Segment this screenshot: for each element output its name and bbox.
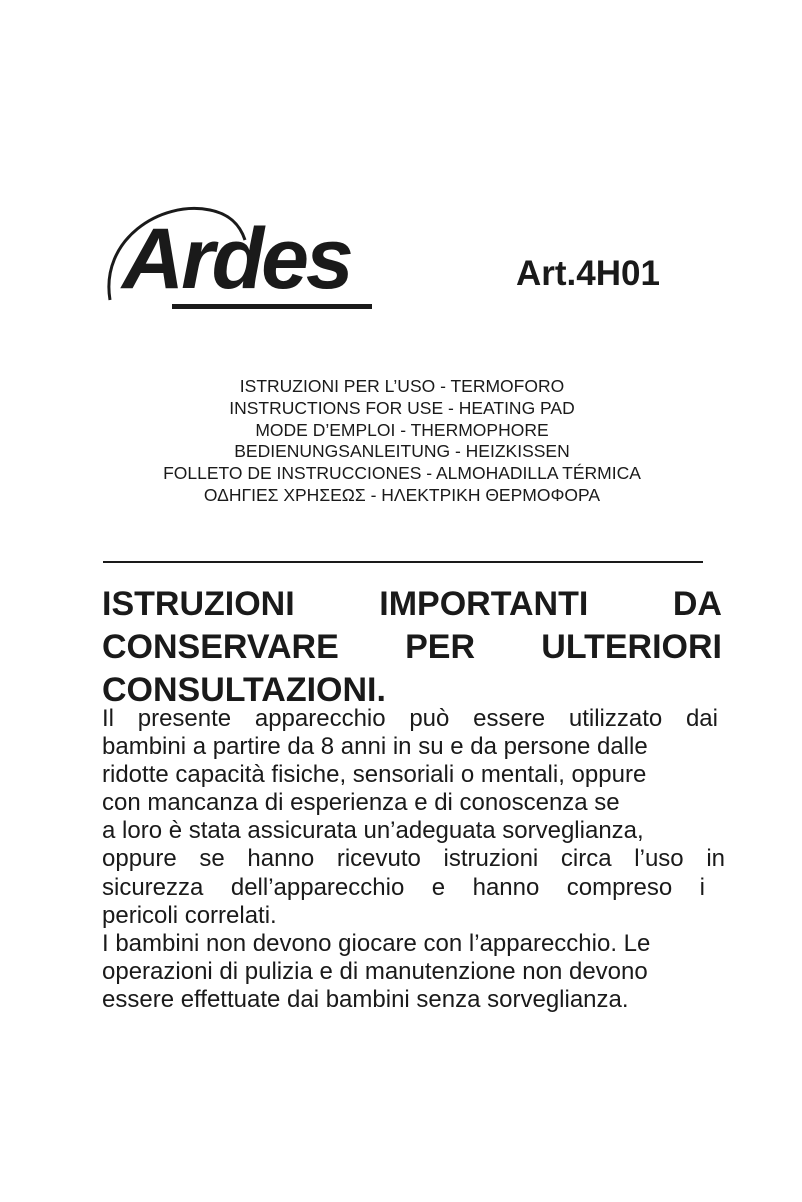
body-line: ridotte capacità fisiche, sensoriali o mentali, oppure xyxy=(102,761,647,789)
body-line: essere effettuate dai bambini senza sorveglianza. xyxy=(102,985,629,1013)
body-text xyxy=(102,705,725,1014)
article-number: Art.4H01 xyxy=(516,254,660,293)
ardes-logo xyxy=(100,200,390,325)
body-line: sicurezza dell’apparecchio e hanno compreso i xyxy=(102,873,705,901)
body-line: I bambini non devono giocare con l’apparecchio. Le xyxy=(102,929,651,957)
title-line: BEDIENUNGSANLEITUNG - HEIZKISSEN xyxy=(234,441,570,462)
body-line: Il presente apparecchio può essere utilizzato dai xyxy=(102,705,718,732)
title-line: ISTRUZIONI PER L’USO - TERMOFORO xyxy=(239,376,565,396)
heading-line: CONSERVARE PER ULTERIORI xyxy=(102,628,722,666)
manual-titles xyxy=(100,376,704,507)
body-line: oppure se hanno ricevuto istruzioni circa l’uso in xyxy=(102,845,725,873)
body-line: bambini a partire da 8 anni in su e da persone dalle xyxy=(102,733,648,761)
body-line: con mancanza di esperienza e di conoscenza se xyxy=(102,789,620,817)
heading-line: CONSULTAZIONI. xyxy=(102,671,386,709)
body-line: a loro è stata assicurata un’adeguata sorveglianza, xyxy=(102,817,644,845)
title-line: FOLLETO DE INSTRUCCIONES - ALMOHADILLA TÉRMICA xyxy=(163,463,641,484)
title-line: MODE D’EMPLOI - THERMOPHORE xyxy=(255,419,549,440)
divider xyxy=(103,561,703,563)
body-line: pericoli correlati. xyxy=(102,901,277,929)
body-line: operazioni di pulizia e di manutenzione non devono xyxy=(102,957,648,985)
heading-line: ISTRUZIONI IMPORTANTI DA xyxy=(102,585,722,623)
section-heading xyxy=(102,583,722,712)
title-line: ΟΔΗΓΙΕΣ ΧΡΗΣΕΩΣ - ΗΛΕΚΤΡΙΚΗ ΘΕΡΜΟΦΟΡΑ xyxy=(203,484,601,505)
logo-wordmark: Ardes xyxy=(122,211,351,307)
title-line: INSTRUCTIONS FOR USE - HEATING PAD xyxy=(229,397,575,418)
